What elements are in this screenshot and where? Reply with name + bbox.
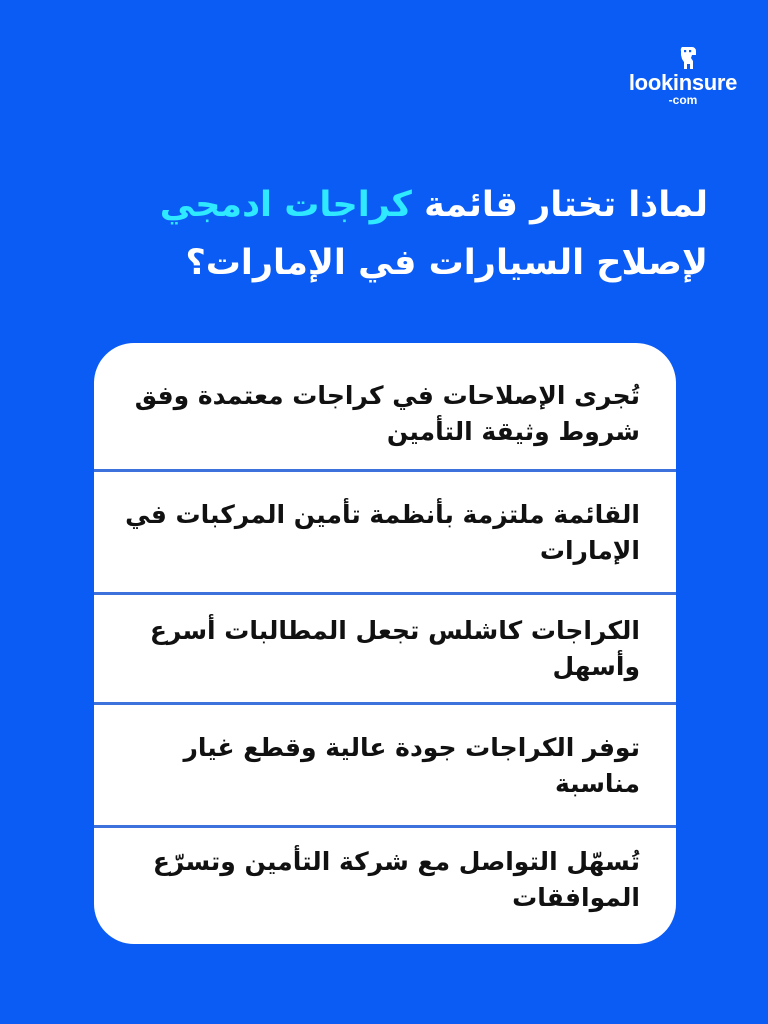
brand-domain: -com [668,93,698,107]
list-item [94,705,676,826]
list-item [94,828,676,940]
brand-name: lookinsure [628,70,738,95]
list-item-text: القائمة ملتزمة بأنظمة تأمين المركبات في الإمارات [125,499,640,565]
title-part-1: لماذا تختار قائمة [411,185,708,225]
title-part-2: لإصلاح السيارات في الإمارات؟ [185,243,708,283]
benefits-card [94,343,676,944]
list-item [94,343,676,470]
list-item-text: الكراجات كاشلس تجعل المطالبات أسرع وأسهل [149,616,640,681]
list-item [94,472,676,593]
list-item-text: توفر الكراجات جودة عالية وقطع غيار مناسبة [183,732,640,798]
list-item-text: تُجرى الإصلاحات في كراجات معتمدة وفق شروط وثيقة التأمين [134,380,640,446]
brand-logo [622,46,744,106]
list-item-text: تُسهّل التواصل مع شركة التأمين وتسرّع الموافقات [152,847,640,912]
list-item [94,595,676,703]
page-title [40,176,708,292]
title-highlight: كراجات ادمجي [159,185,412,225]
dog-mascot-icon [676,46,698,70]
